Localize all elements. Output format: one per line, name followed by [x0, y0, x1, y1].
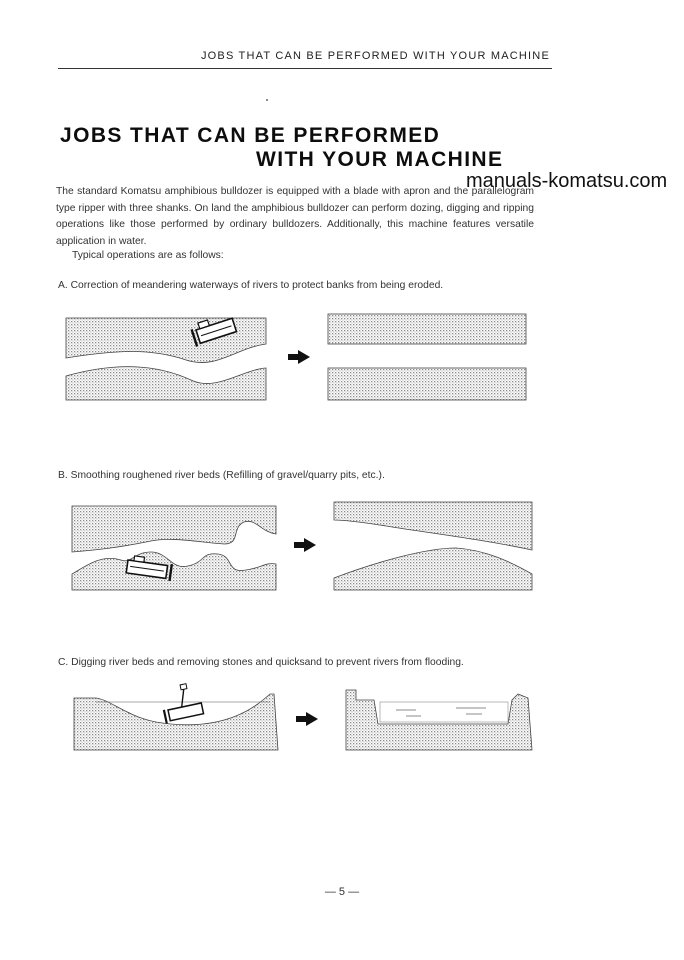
job-c-caption: C. Digging river beds and removing stones and quicksand to prevent rivers from flooding. — [58, 657, 464, 668]
figure-a-after — [328, 314, 526, 400]
figure-c-river-bed-digging — [56, 680, 536, 760]
scan-speck — [266, 99, 268, 101]
figure-b-after — [334, 502, 532, 590]
typical-operations-intro: Typical operations are as follows: — [72, 250, 224, 261]
figure-a-before — [66, 313, 266, 400]
upper-bank-rough — [72, 506, 276, 552]
figure-c-after — [346, 690, 532, 750]
right-arrow-icon — [294, 538, 316, 552]
watermark-text: manuals-komatsu.com — [466, 170, 668, 192]
upper-bank-straightened — [328, 314, 526, 344]
figure-c-before — [74, 681, 278, 750]
job-b-caption: B. Smoothing roughened river beds (Refilling of gravel/quarry pits, etc.). — [58, 470, 385, 481]
running-header: JOBS THAT CAN BE PERFORMED WITH YOUR MACHINE — [200, 50, 550, 62]
deepened-channel-water — [380, 702, 508, 722]
header-rule — [58, 68, 552, 69]
page-title-line-2: WITH YOUR MACHINE — [256, 148, 504, 171]
right-arrow-icon — [288, 350, 310, 364]
page-title-line-1: JOBS THAT CAN BE PERFORMED — [60, 124, 441, 147]
figure-b-before — [72, 506, 276, 590]
lower-bank — [66, 367, 266, 400]
lower-bank-straightened — [328, 368, 526, 400]
right-arrow-icon — [296, 712, 318, 726]
upper-bank-smoothed — [334, 502, 532, 550]
bulldozer-icon — [160, 681, 204, 723]
lower-bed-smoothed — [334, 548, 532, 590]
job-a-caption: A. Correction of meandering waterways of rivers to protect banks from being eroded. — [58, 280, 444, 291]
upper-bank — [66, 318, 266, 363]
river-bed-shallow — [74, 694, 278, 750]
figure-a-meander-correction — [56, 300, 536, 410]
figure-b-river-bed-smoothing — [56, 490, 536, 600]
intro-paragraph: The standard Komatsu amphibious bulldozer is equipped with a blade with apron and the parallelogram type ripper with three shanks. On land the amphibious bulldozer can perform dozing, digging and ripping operations like those performed by ordinary bulldozers. Additionally, this machine features versatile application in water. — [56, 186, 534, 247]
lower-bed-rough — [72, 552, 276, 590]
page-number: — 5 — — [324, 886, 360, 898]
